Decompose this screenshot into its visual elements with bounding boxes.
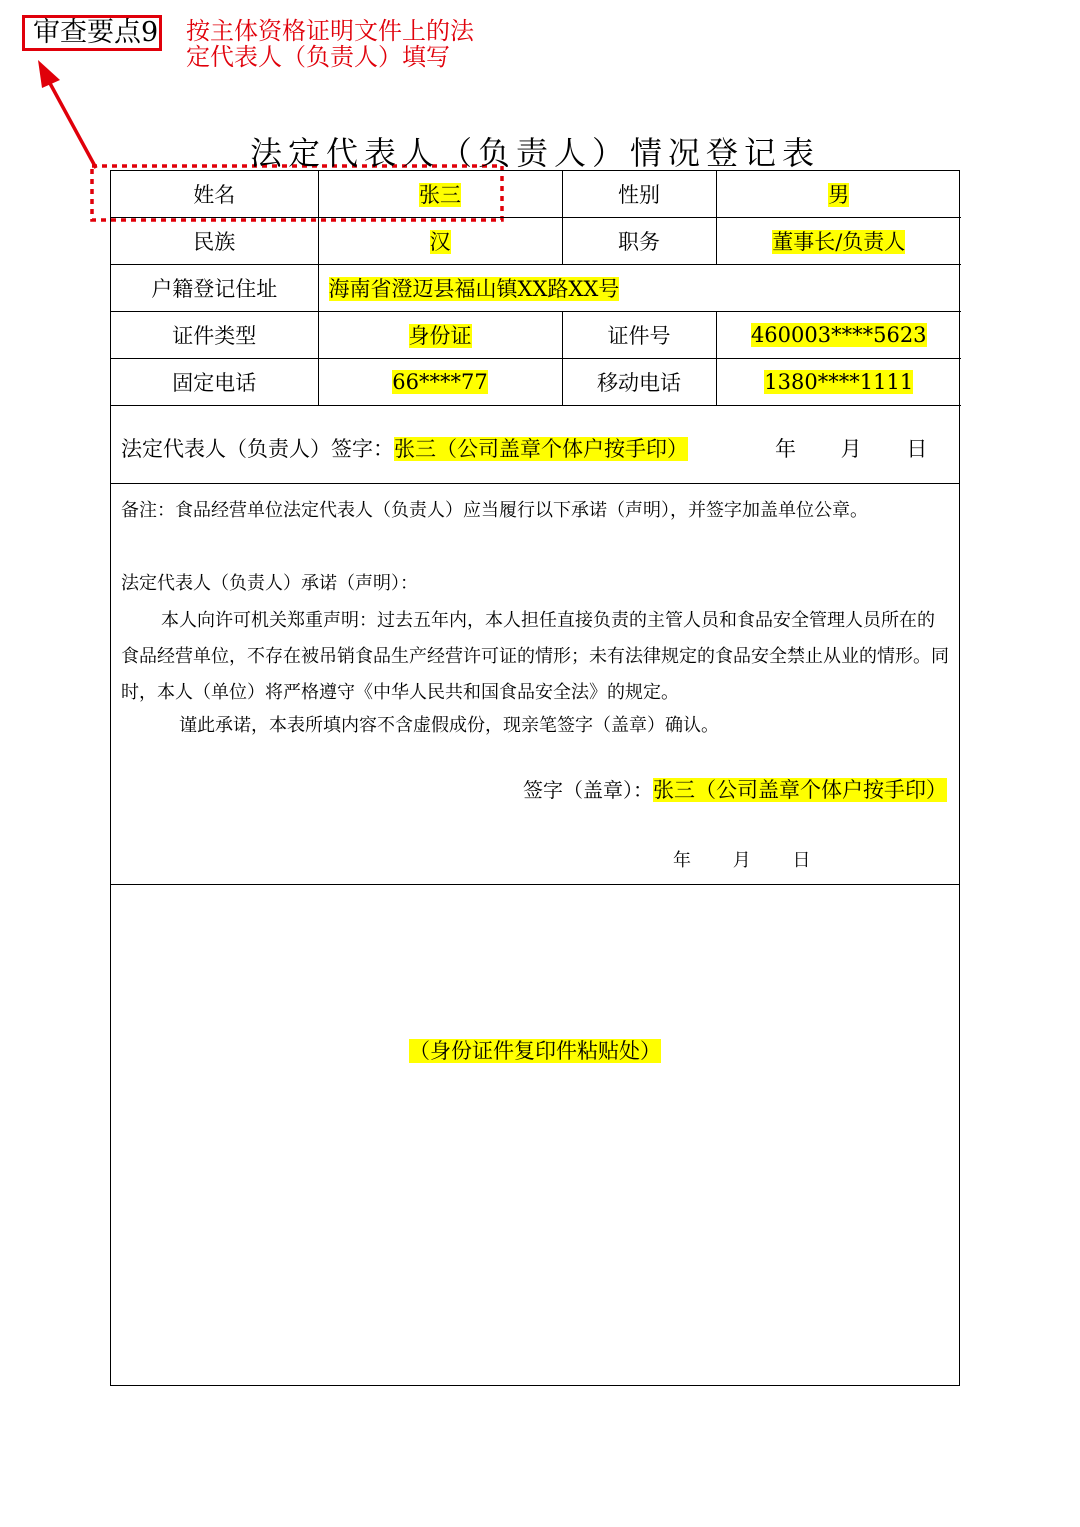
gender-label: 性别 (562, 171, 716, 218)
id-type-value: 身份证 (408, 324, 472, 348)
table-row (111, 359, 961, 406)
review-point-label: 审查要点9 (33, 17, 159, 48)
signature-row (111, 406, 959, 484)
id-copy-placeholder-wrap (111, 1035, 959, 1065)
info-table (111, 171, 961, 406)
id-type-cell (318, 312, 562, 359)
position-cell (716, 218, 961, 265)
mobile-value: 1380****1111 (764, 370, 914, 394)
address-value: 海南省澄迈县福山镇XX路XX号 (328, 277, 620, 301)
table-row (111, 312, 961, 359)
signature-label: 法定代表人（负责人）签字： (121, 437, 394, 461)
form-title: 法定代表人（负责人）情况登记表 (249, 134, 820, 172)
ethnicity-label: 民族 (111, 218, 318, 265)
name-value: 张三 (419, 183, 461, 207)
promise-body: 本人向许可机关郑重声明：过去五年内，本人担任直接负责的主管人员和食品安全管理人员所在的食品经营单位，不存在被吊销食品生产经营许可证的情形；未有法律规定的食品安全禁止从业的情形。同时，本人（单位）将严格遵守《中华人民共和国食品安全法》的规定。 (121, 610, 949, 703)
review-point-badge (22, 15, 162, 51)
ethnicity-value: 汉 (429, 230, 451, 254)
position-label: 职务 (562, 218, 716, 265)
mobile-cell (716, 359, 961, 406)
signature-date: 年 月 日 (775, 437, 928, 461)
position-value: 董事长/负责人 (772, 230, 906, 254)
annotation-note: 按主体资格证明文件上的法定代表人（负责人）填写 (186, 17, 474, 71)
signature-value: 张三（公司盖章个体户按手印） (394, 437, 688, 461)
gender-cell (716, 171, 961, 218)
id-type-label: 证件类型 (111, 312, 318, 359)
name-label: 姓名 (111, 171, 318, 218)
id-copy-placeholder: （身份证件复印件粘贴处） (409, 1039, 661, 1063)
table-row (111, 218, 961, 265)
name-cell (318, 171, 562, 218)
promise-heading: 法定代表人（负责人）承诺（声明）： (121, 573, 418, 594)
signature-line (121, 433, 688, 463)
phone-value: 66****77 (392, 370, 488, 394)
id-no-value: 460003****5623 (750, 323, 927, 347)
table-row (111, 171, 961, 218)
registration-form (110, 170, 960, 1386)
address-label: 户籍登记住址 (111, 265, 318, 312)
declaration-section (111, 484, 959, 885)
phone-label: 固定电话 (111, 359, 318, 406)
sign-stamp-line (523, 774, 947, 804)
gender-value: 男 (828, 183, 850, 207)
ethnicity-cell (318, 218, 562, 265)
address-cell (318, 265, 961, 312)
confirm-text: 谨此承诺，本表所填内容不含虚假成份，现亲笔签字（盖章）确认。 (179, 715, 719, 736)
sign-stamp-label: 签字（盖章）： (523, 778, 653, 802)
mobile-label: 移动电话 (562, 359, 716, 406)
declaration-date: 年 月 日 (673, 850, 811, 871)
remark-text: 备注：食品经营单位法定代表人（负责人）应当履行以下承诺（声明），并签字加盖单位公章。 (121, 500, 868, 521)
id-no-cell (716, 312, 961, 359)
id-copy-area (111, 885, 959, 1385)
phone-cell (318, 359, 562, 406)
table-row (111, 265, 961, 312)
id-no-label: 证件号 (562, 312, 716, 359)
sign-stamp-value: 张三（公司盖章个体户按手印） (653, 778, 947, 802)
